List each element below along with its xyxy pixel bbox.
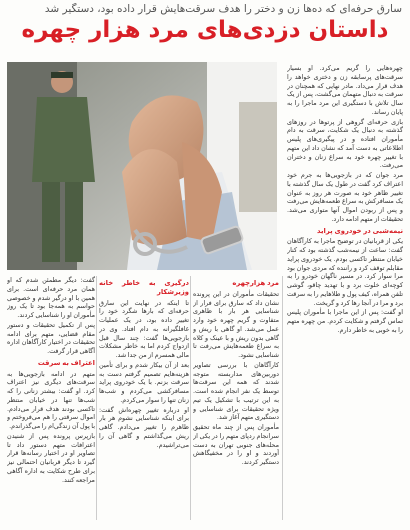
paragraph: تا اینکه در نهایت این سارق حرفه‌ای که بارها شگرد خود را تغییر داده بود، در یک عملیات غافلگیرانه به دام افتاد. وی در بازجویی‌ها گفت: چند سال قبل ازدواج کردم اما به خاطر مشکلات مالی همسرم از من جدا شد.	[99, 298, 189, 359]
article-kicker: سارق حرفه‌ای که ده‌ها زن و دختر را هدف سرقت‌هایش قرار داده بود، دستگیر شد	[44, 3, 402, 15]
paragraph: بازی حرفه‌ای گروهی از پرتوها در روزهای گذشته به دنبال یک شکایت، سرقت به دام مأموران افتاده و در پیگیری‌های پلیس اطلاعاتی به دست آمد که نشان داد این متهم با تغییر چهره خود به سراغ زنان و دختران می‌رفت.	[287, 117, 403, 170]
paragraph: بعد از آن بیکار شدم و برای تأمین هزینه‌هایم تصمیم گرفتم دست به سرقت بزنم. با یک خودروی پراید مسافرکشی می‌کردم و شب‌ها زنان تنها را سوار می‌کردم.	[99, 360, 189, 404]
column-bottom-2	[99, 276, 189, 520]
paragraph: پس از تکمیل تحقیقات و دستور مقام قضایی، متهم برای ادامه تحقیقات در اختیار کارآگاهان اداره آگاهی قرار گرفت.	[7, 320, 95, 355]
subhead: اعتراف به سرقت	[37, 358, 95, 367]
article-headline: داستان دزدی‌های مرد هزار چهره	[21, 17, 389, 43]
column-right	[287, 64, 403, 520]
paragraph: کارآگاهان با بررسی تصاویر دوربین‌های مداربسته متوجه شدند که همه این سرقت‌ها توسط یک نفر انجام شده است. به این ترتیب با تشکیل یک تیم ویژه تحقیقات برای شناسایی و دستگیری متهم آغاز شد.	[193, 360, 279, 422]
paragraph: بازپرس پرونده پس از شنیدن اعترافات متهم دستور داد تا تصاویر او در اختیار رسانه‌ها قرار گیرد تا دیگر قربانیان احتمالی نیز برای طرح شکایت به اداره آگاهی مراجعه کنند.	[7, 431, 95, 484]
column-divider	[96, 276, 97, 520]
column-bottom-3	[7, 276, 95, 520]
column-divider	[282, 276, 283, 520]
article-photo	[7, 62, 277, 270]
paragraph: متهم در ادامه بازجویی‌ها به سرقت‌های دیگری نیز اعتراف کرد. او گفت: بیشتر زنانی را که شب‌ها تنها در خیابان منتظر تاکسی بودند هدف قرار می‌دادم. اموال سرقتی را هم می‌فروختم و با پول آن زندگی‌ام را می‌گذراندم.	[7, 369, 95, 430]
column-bottom-1	[193, 276, 279, 520]
paragraph: او درباره تغییر چهره‌اش گفت: برای اینکه شناسایی نشوم هر بار ظاهرم را تغییر می‌دادم. گاهی ریش می‌گذاشتم و گاهی آن را می‌تراشیدم.	[99, 405, 189, 449]
paragraph: گفت: دیگر مطمئن شدم که او همان مرد حرفه‌ای است. برای همین با او درگیر شدم و خصوصی حواسم به همه‌جا بود تا یک روز مأموران او را شناسایی کردند.	[7, 276, 95, 319]
paragraph: او گفت: پس از این ماجرا با مأموران پلیس تماس گرفتم و شکایت کردم. من چهره متهم را به خوبی به خاطر دارم.	[287, 308, 403, 334]
column-divider	[190, 276, 191, 520]
subhead: مرد هزارچهره	[232, 279, 279, 287]
subhead: نیمه‌شبی در خودروی پراید	[317, 226, 403, 235]
subhead: درگیری به خاطر خانه وزیرشکار	[99, 279, 189, 296]
paragraph: تحقیقات مأموران در این پرونده نشان داد که سارق برای فرار از شناسایی هر بار با ظاهری متفاوت و گریم چهره خود وارد عمل می‌شد. او گاهی با ریش و گاهی بدون ریش و با عینک و کلاه به سراغ طعمه‌هایش می‌رفت تا شناسایی نشود.	[193, 289, 279, 359]
paragraph: یکی از قربانیان در توضیح ماجرا به کارآگاهان گفت: ساعت از نیمه‌شب گذشته بود که کنار خیابان منتظر تاکسی بودم. یک خودروی پراید مقابلم توقف کرد و راننده که مردی جوان بود مرا سوار کرد. در مسیر ناگهان خودرو را به کوچه‌ای خلوت برد و با تهدید چاقو، گوشی تلفن همراه، کیف پول و طلاهایم را به سرقت برد و مرا در آنجا رها کرد و گریخت.	[287, 237, 403, 307]
paragraph: چهره‌هایی را گریم می‌کرد. او بسیار سرقت‌های پرسابقه زن و دختری خواهد را هدف قرار می‌داد. مادر نهایی که همچنان در سرقت به دنبال متهمان می‌گشت، پس از یک سال تلاش با دستگیری این مرد ماجرا را به پایان رساند.	[287, 64, 403, 116]
paragraph: مأموران پس از چند ماه تحقیق سرانجام ردپای متهم را در یکی از محله‌های جنوبی تهران به دست آوردند و او را در مخفیگاهش دستگیر کردند.	[193, 423, 279, 466]
paragraph: مرد جوان که در بازجویی‌ها به جرم خود اعتراف کرد گفت در طول یک سال گذشته با تغییر ظاهر خود به صورت هر روز به عنوان یک مسافرکش به سراغ طعمه‌هایش می‌رفت و پس از ربودن اموال آنها متواری می‌شد. تحقیقات از متهم ادامه دارد.	[287, 171, 403, 223]
